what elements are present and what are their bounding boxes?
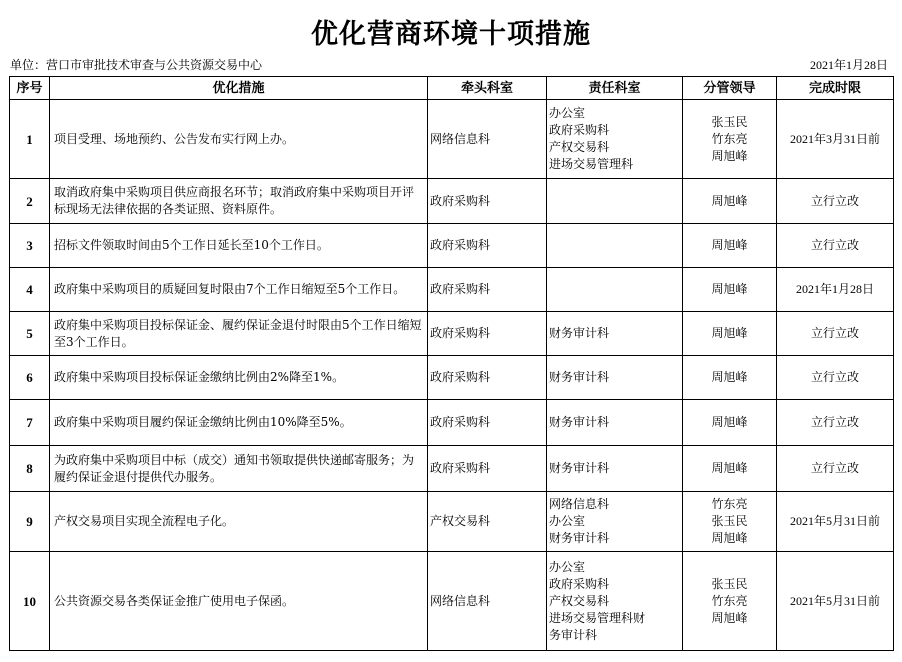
cell-deadline: 2021年5月31日前 <box>777 552 894 651</box>
cell-measure: 政府集中采购项目投标保证金、履约保证金退付时限由5个工作日缩短至3个工作日。 <box>50 312 428 356</box>
cell-measure: 取消政府集中采购项目供应商报名环节；取消政府集中采购项目开评标现场无法律依据的各类证照、资料原件。 <box>50 179 428 224</box>
cell-seq: 2 <box>10 179 50 224</box>
leader-name: 周旭峰 <box>711 610 748 625</box>
cell-seq: 10 <box>10 552 50 651</box>
cell-lead: 产权交易科 <box>428 492 547 552</box>
leader-name: 周旭峰 <box>711 148 748 163</box>
table-row <box>10 446 894 492</box>
cell-responsible <box>547 356 683 400</box>
header-seq: 序号 <box>10 77 50 100</box>
cell-deadline: 立行立改 <box>777 312 894 356</box>
cell-responsible <box>547 100 683 179</box>
cell-responsible <box>547 552 683 651</box>
leader-name: 张玉民 <box>711 576 748 591</box>
cell-lead: 政府采购科 <box>428 224 547 268</box>
cell-leader <box>683 312 777 356</box>
leader-name: 周旭峰 <box>711 461 748 475</box>
cell-deadline: 立行立改 <box>777 179 894 224</box>
table-row <box>10 179 894 224</box>
responsible-dept: 网络信息科 <box>549 497 610 511</box>
cell-measure: 公共资源交易各类保证金推广使用电子保函。 <box>50 552 428 651</box>
cell-lead: 政府采购科 <box>428 312 547 356</box>
cell-lead: 政府采购科 <box>428 400 547 446</box>
table-row <box>10 100 894 179</box>
leader-name: 周旭峰 <box>711 238 748 252</box>
responsible-dept: 产权交易科 <box>549 140 610 154</box>
cell-lead: 网络信息科 <box>428 100 547 179</box>
table-row <box>10 224 894 268</box>
table-row <box>10 312 894 356</box>
responsible-dept: 政府采购科 <box>549 576 610 591</box>
header-leader: 分管领导 <box>683 77 777 100</box>
responsible-dept: 进场交易管理科财 <box>549 610 646 625</box>
leader-name: 竹东亮 <box>711 593 748 608</box>
cell-lead: 政府采购科 <box>428 356 547 400</box>
cell-measure: 项目受理、场地预约、公告发布实行网上办。 <box>50 100 428 179</box>
table-row <box>10 492 894 552</box>
leader-name: 张玉民 <box>711 114 748 129</box>
cell-leader <box>683 224 777 268</box>
cell-seq: 5 <box>10 312 50 356</box>
cell-leader <box>683 356 777 400</box>
cell-measure: 政府集中采购项目的质疑回复时限由7个工作日缩短至5个工作日。 <box>50 268 428 312</box>
cell-responsible <box>547 224 683 268</box>
cell-responsible <box>547 400 683 446</box>
responsible-dept: 政府采购科 <box>549 123 610 137</box>
cell-leader <box>683 446 777 492</box>
leader-name: 周旭峰 <box>711 415 748 429</box>
cell-measure: 产权交易项目实现全流程电子化。 <box>50 492 428 552</box>
cell-responsible <box>547 492 683 552</box>
responsible-dept: 财务审计科 <box>549 326 610 340</box>
cell-deadline: 立行立改 <box>777 446 894 492</box>
cell-lead: 政府采购科 <box>428 446 547 492</box>
leader-name: 周旭峰 <box>711 326 748 340</box>
responsible-dept: 办公室 <box>549 514 586 528</box>
cell-seq: 9 <box>10 492 50 552</box>
cell-seq: 4 <box>10 268 50 312</box>
cell-measure: 为政府集中采购项目中标（成交）通知书领取提供快递邮寄服务；为履约保证金退付提供代办服务。 <box>50 446 428 492</box>
cell-responsible <box>547 268 683 312</box>
leader-name: 竹东亮 <box>711 131 748 146</box>
responsible-dept: 办公室 <box>549 106 586 120</box>
cell-seq: 8 <box>10 446 50 492</box>
table-row <box>10 400 894 446</box>
table-row <box>10 552 894 651</box>
cell-seq: 7 <box>10 400 50 446</box>
unit-label: 单位：营口市审批技术审查与公共资源交易中心 <box>10 58 263 72</box>
responsible-dept: 财务审计科 <box>549 531 610 545</box>
responsible-dept: 财务审计科 <box>549 461 610 475</box>
cell-leader <box>683 552 777 651</box>
table-row <box>10 268 894 312</box>
responsible-dept: 进场交易管理科 <box>549 157 634 171</box>
leader-name: 周旭峰 <box>711 193 748 208</box>
cell-measure: 政府集中采购项目履约保证金缴纳比例由10%降至5%。 <box>50 400 428 446</box>
cell-leader <box>683 100 777 179</box>
cell-seq: 3 <box>10 224 50 268</box>
responsible-dept: 办公室 <box>549 559 586 574</box>
cell-seq: 6 <box>10 356 50 400</box>
header-deadline: 完成时限 <box>777 77 894 100</box>
cell-responsible <box>547 446 683 492</box>
cell-lead: 网络信息科 <box>428 552 547 651</box>
table-row <box>10 356 894 400</box>
cell-deadline: 2021年5月31日前 <box>777 492 894 552</box>
cell-deadline: 立行立改 <box>777 356 894 400</box>
page-title: 优化营商环境十项措施 <box>311 19 591 50</box>
cell-deadline: 2021年1月28日 <box>777 268 894 312</box>
leader-name: 周旭峰 <box>711 370 748 384</box>
leader-name: 张玉民 <box>711 514 748 528</box>
measures-table <box>9 76 894 651</box>
responsible-dept: 务审计科 <box>549 627 598 642</box>
responsible-dept: 财务审计科 <box>549 415 610 429</box>
responsible-dept: 产权交易科 <box>549 593 610 608</box>
cell-measure: 政府集中采购项目投标保证金缴纳比例由2%降至1%。 <box>50 356 428 400</box>
cell-responsible <box>547 179 683 224</box>
cell-lead: 政府采购科 <box>428 179 547 224</box>
cell-deadline: 立行立改 <box>777 400 894 446</box>
cell-lead: 政府采购科 <box>428 268 547 312</box>
leader-name: 周旭峰 <box>711 282 748 296</box>
cell-leader <box>683 268 777 312</box>
cell-deadline: 2021年3月31日前 <box>777 100 894 179</box>
table-header-row <box>10 77 894 100</box>
responsible-dept: 财务审计科 <box>549 370 610 384</box>
cell-leader <box>683 492 777 552</box>
leader-name: 周旭峰 <box>711 531 748 545</box>
cell-deadline: 立行立改 <box>777 224 894 268</box>
cell-measure: 招标文件领取时间由5个工作日延长至10个工作日。 <box>50 224 428 268</box>
cell-seq: 1 <box>10 100 50 179</box>
document-date: 2021年1月28日 <box>809 58 888 72</box>
cell-responsible <box>547 312 683 356</box>
leader-name: 竹东亮 <box>711 497 748 511</box>
cell-leader <box>683 400 777 446</box>
header-responsible: 责任科室 <box>547 77 683 100</box>
header-measure: 优化措施 <box>50 77 428 100</box>
cell-leader <box>683 179 777 224</box>
header-lead: 牵头科室 <box>428 77 547 100</box>
